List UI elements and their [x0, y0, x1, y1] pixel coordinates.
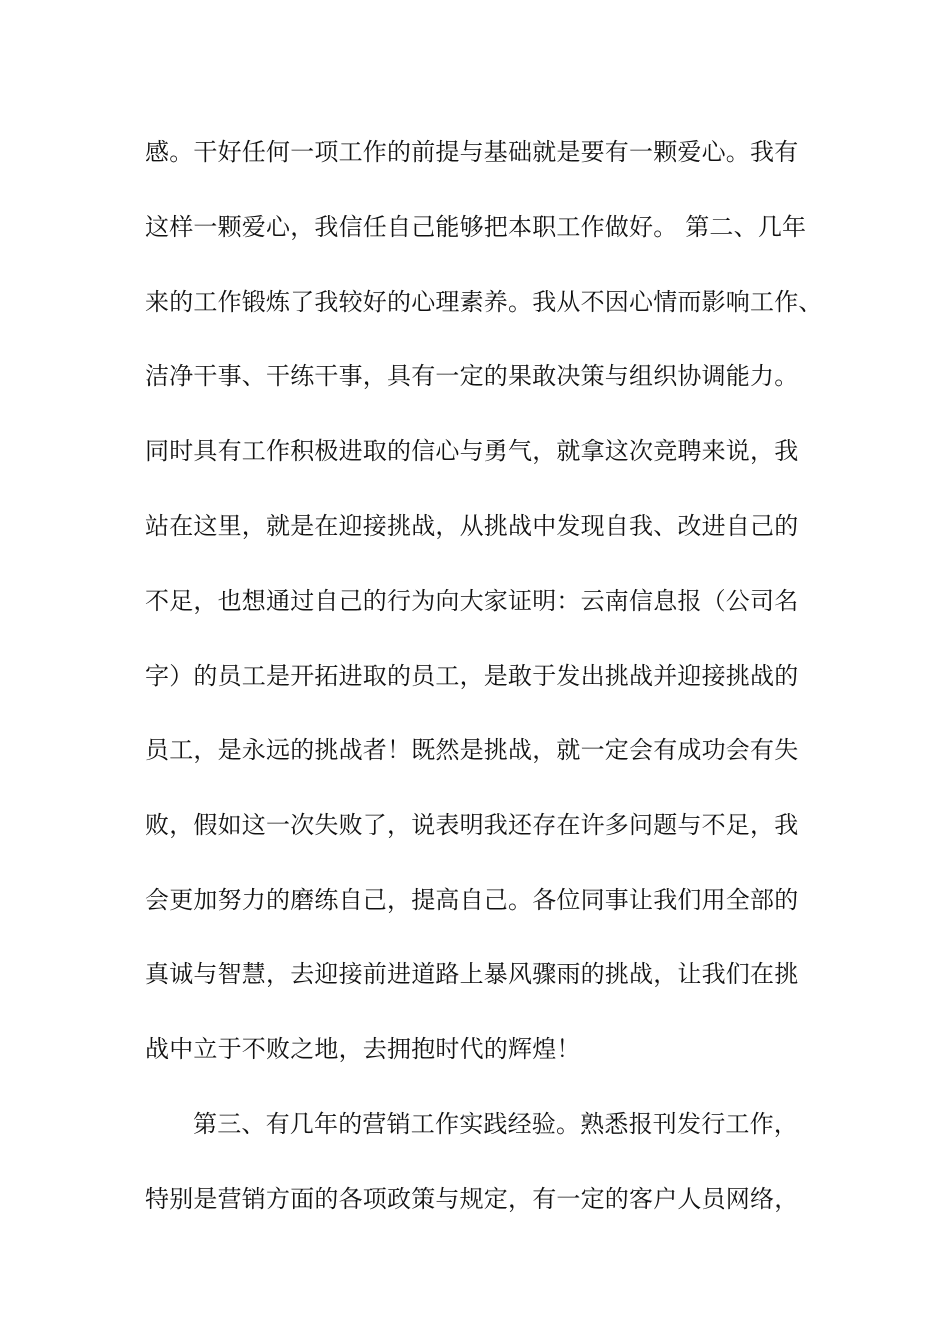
text-line: 不足，也想通过自己的行为向大家证明：云南信息报（公司名 [145, 587, 799, 615]
text-line: 同时具有工作积极进取的信心与勇气，就拿这次竞聘来说，我 [145, 437, 799, 465]
text-line: 特别是营销方面的各项政策与规定，有一定的客户人员网络， [145, 1185, 799, 1213]
text-line: 站在这里，就是在迎接挑战，从挑战中发现自我、改进自己的 [145, 512, 799, 540]
text-line: 员工，是永远的挑战者！既然是挑战，就一定会有成功会有失 [145, 736, 799, 764]
text-line: 会更加努力的磨练自己，提高自己。各位同事让我们用全部的 [145, 886, 799, 914]
text-line: 这样一颗爱心，我信任自己能够把本职工作做好。 第二、几年 [145, 213, 807, 241]
text-line: 感。干好任何一项工作的前提与基础就是要有一颗爱心。我有 [145, 138, 799, 166]
text-line: 战中立于不败之地，去拥抱时代的辉煌！ [145, 1035, 581, 1063]
text-line: 洁净干事、干练干事，具有一定的果敢决策与组织协调能力。 [145, 362, 799, 390]
text-line: 真诚与智慧，去迎接前进道路上暴风骤雨的挑战，让我们在挑 [145, 960, 799, 988]
text-line: 来的工作锻炼了我较好的心理素养。我从不因心情而影响工作、 [145, 288, 823, 316]
text-line: 字）的员工是开拓进取的员工，是敢于发出挑战并迎接挑战的 [145, 662, 799, 690]
paragraph-first-line: 第三、有几年的营销工作实践经验。熟悉报刊发行工作， [193, 1110, 798, 1138]
text-line: 败，假如这一次失败了，说表明我还存在许多问题与不足，我 [145, 811, 799, 839]
